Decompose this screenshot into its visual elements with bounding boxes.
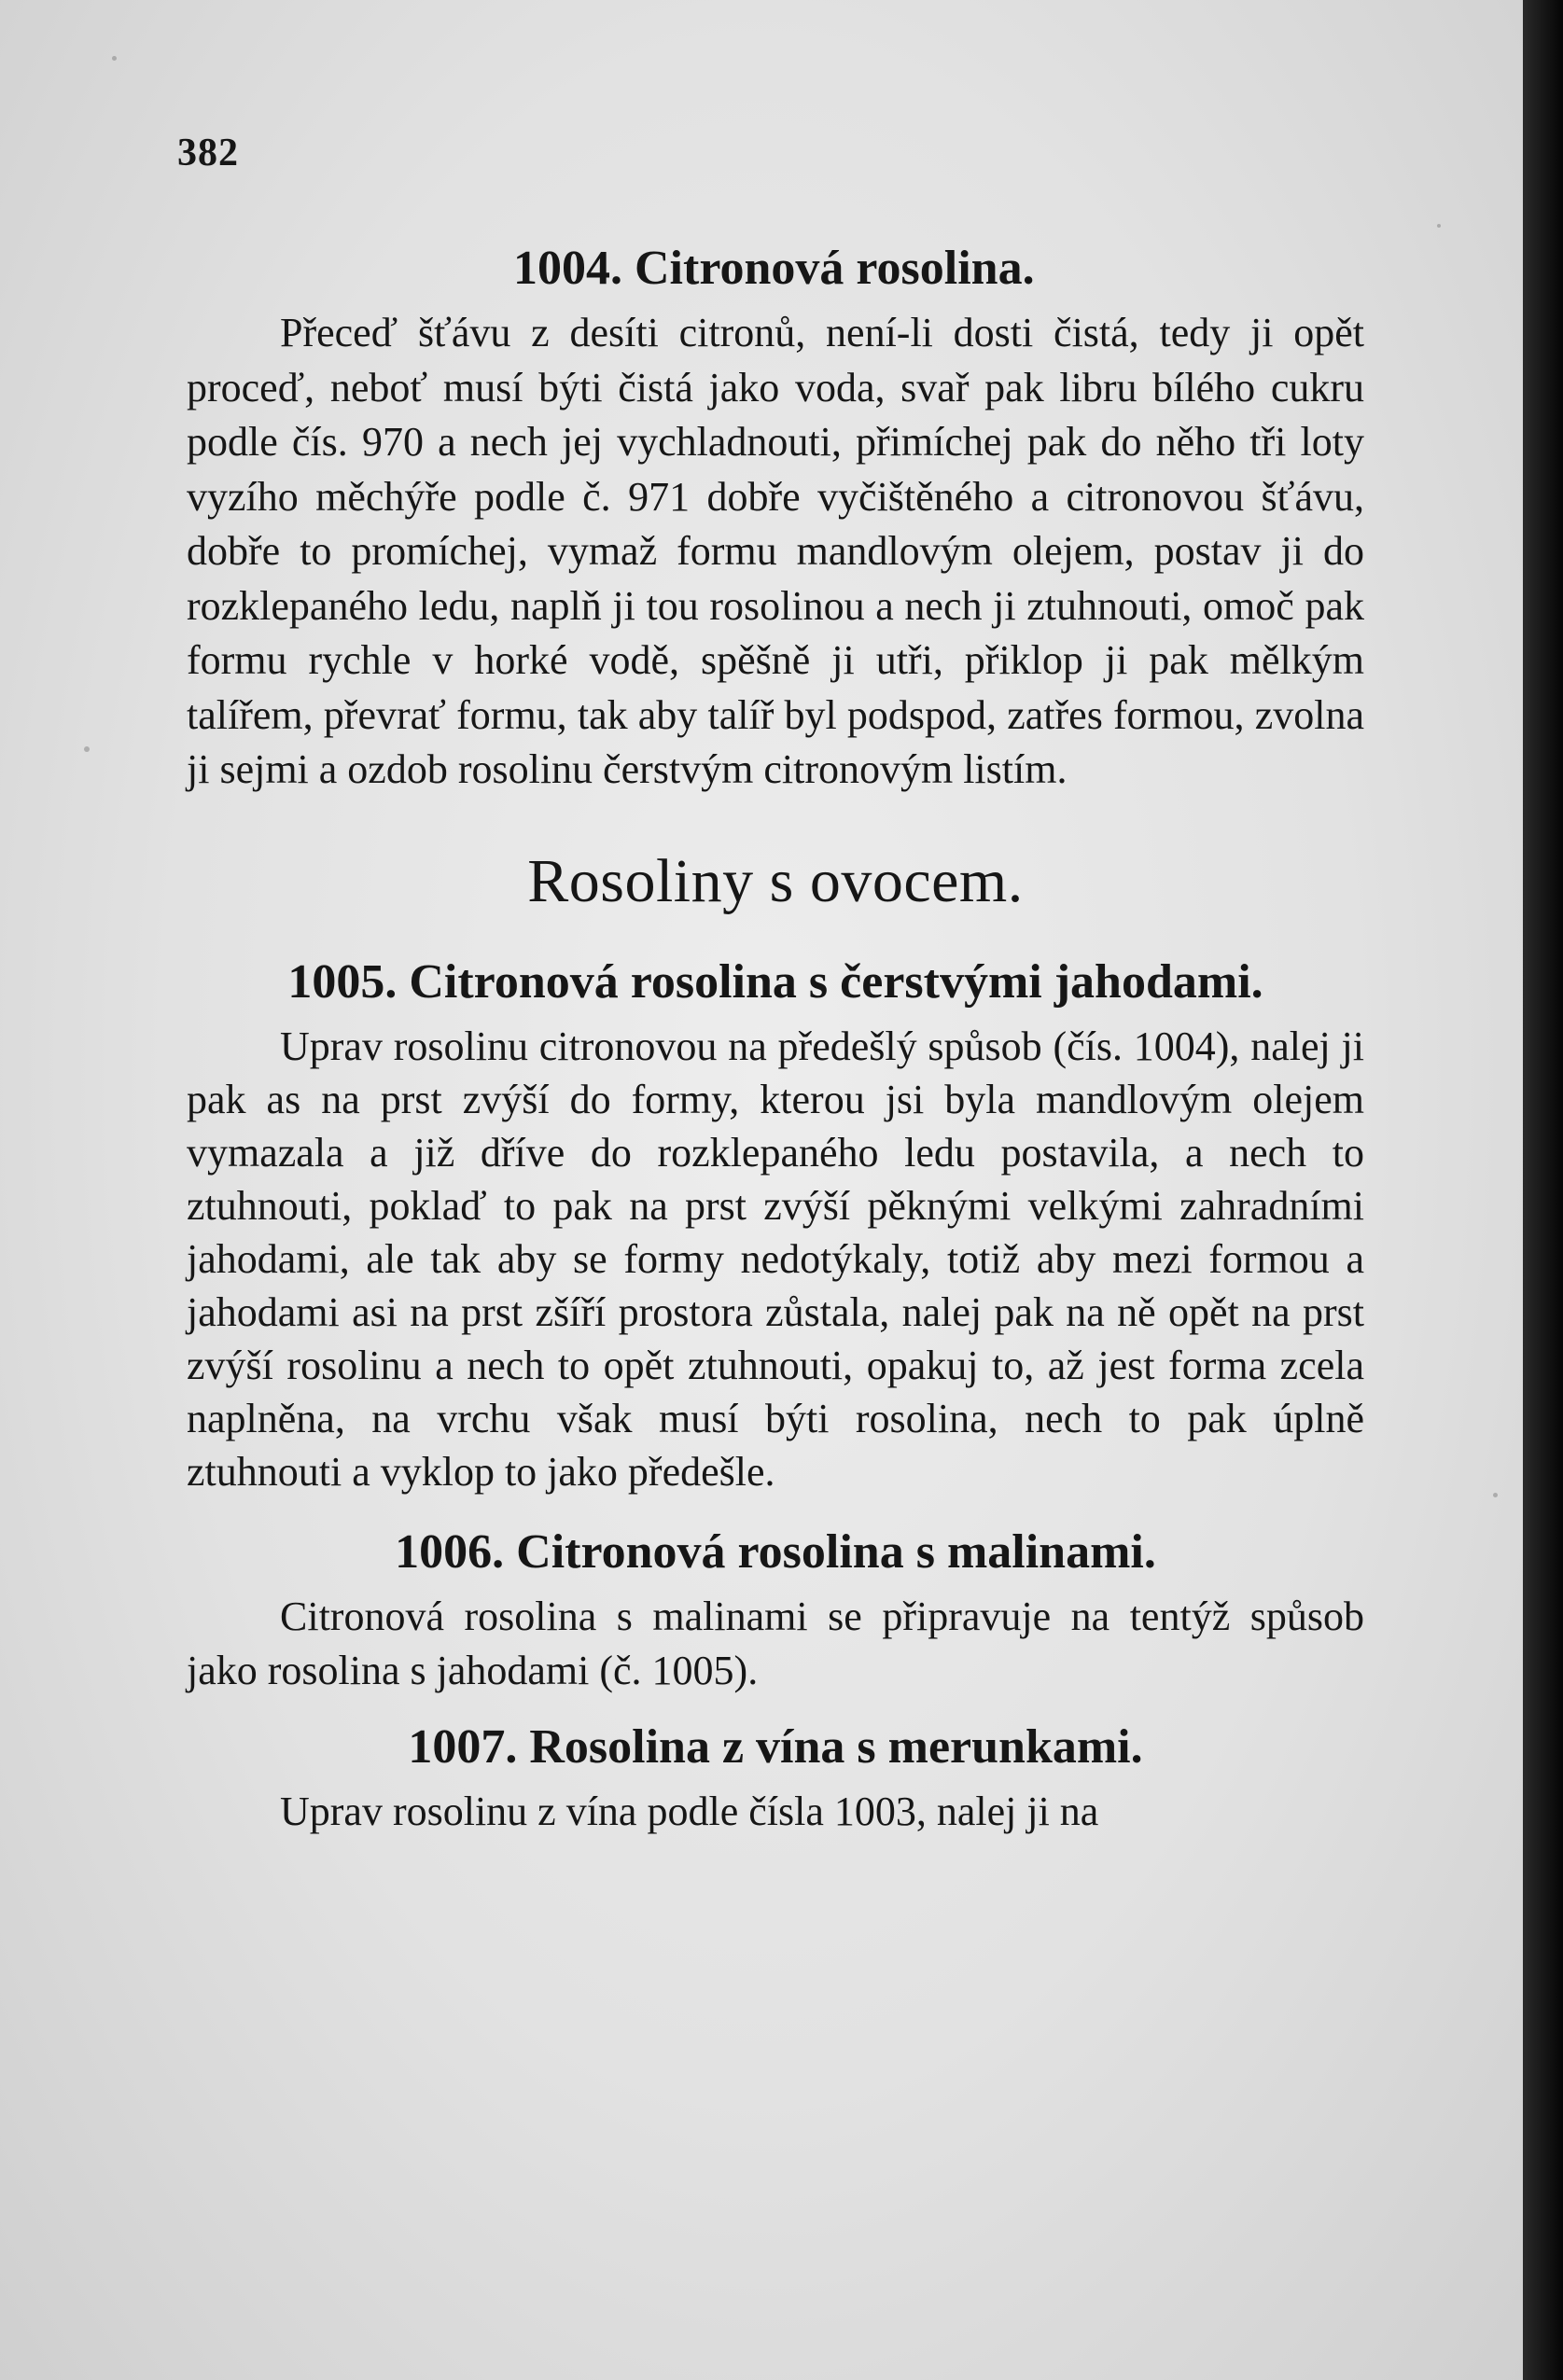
paper-speck [112,56,117,61]
recipe-text-1007: Uprav rosolinu z vína podle čísla 1003, nalej ji na [280,1788,1099,1834]
recipe-heading-1004: 1004. Citronová rosolina. [513,242,1035,295]
page-content [187,231,1364,1839]
recipe-text-1006: Citronová rosolina s malinami se připravuje na tentýž spůsob jako rosolina s jahodami (č. 1005). [187,1593,1364,1693]
recipe-text-1004: Přeceď šťávu z desíti citronů, není-li dosti čistá, tedy ji opět proceď, neboť musí býti čistá jako voda, svař pak libru bílého cukru podle čís. 970 a nech jej vychladnouti, přimíchej pak do něho tři loty vyzího měchýře podle č. 971 dobře vyčištěného a citronovou šťávu, dobře to promíchej, vymaž formu mandlovým olejem, postav ji do rozklepaného ledu, naplň ji tou rosolinou a nech ji ztuhnouti, omoč pak formu rychle v horké vodě, spěšně ji utři, přiklop ji pak mělkým talířem, převrať formu, tak aby talíř byl podspod, zatřes formou, zvolna ji sejmi a ozdob rosolinu čerstvým citronovým listím. [187,310,1364,792]
recipe-heading-1007: 1007. Rosolina z vína s merunkami. [408,1719,1143,1774]
paper-speck [1437,224,1441,228]
paper-speck [1493,1493,1498,1497]
paper-speck [84,746,90,752]
recipe-heading-1005: 1005. Citronová rosolina s čerstvými jahodami. [287,954,1263,1009]
recipe-heading-1006: 1006. Citronová rosolina s malinami. [395,1524,1156,1579]
page-edge-shadow [1523,0,1563,2380]
page-number: 382 [177,132,239,174]
recipe-text-1005: Uprav rosolinu citronovou na předešlý spůsob (čís. 1004), nalej ji pak as na prst zvýší do formy, kterou jsi byla mandlovým olejem vymazala a již dříve do rozklepaného ledu postavila, a nech to ztuhnouti, poklaď to pak na prst zvýší pěknými velkými zahradními jahodami, ale tak aby se formy nedotýkaly, totiž aby mezi formou a jahodami asi na prst zšíří prostora zůstala, nalej pak na ně opět na prst zvýší rosolinu a nech to opět ztuhnouti, opakuj to, až jest forma zcela naplněna, na vrchu však musí býti rosolina, nech to pak úplně ztuhnouti a vyklop to jako předešle. [187,1023,1364,1495]
section-title: Rosoliny s ovocem. [527,846,1024,915]
